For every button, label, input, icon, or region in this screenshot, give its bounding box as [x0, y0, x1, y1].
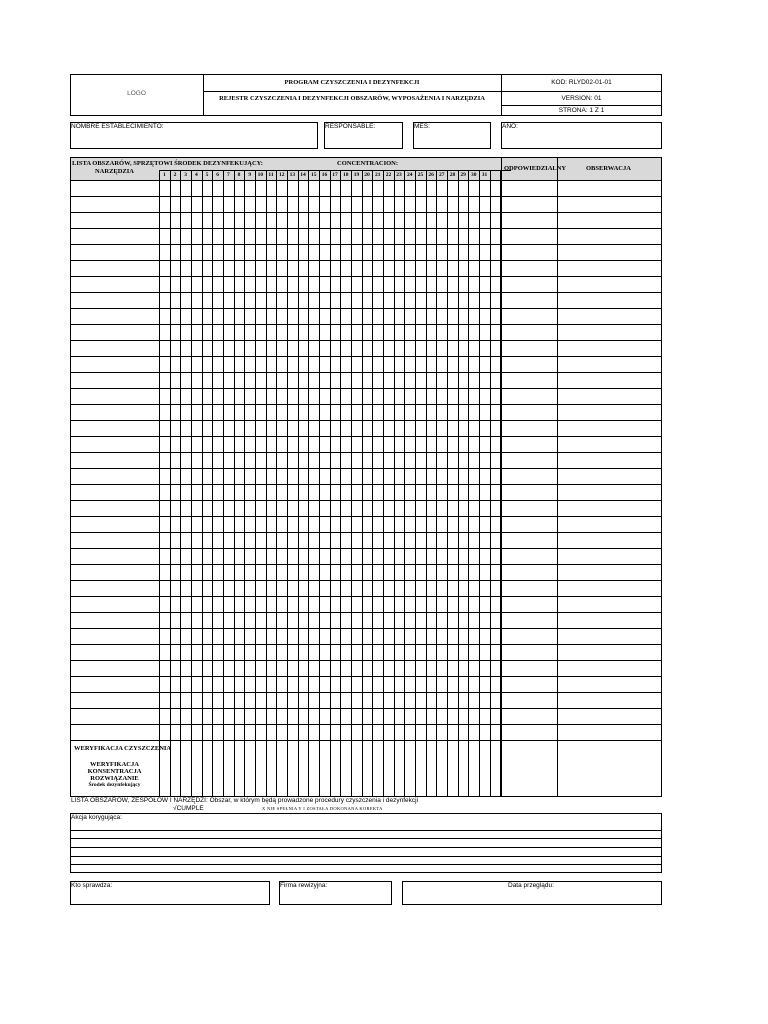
day-number: 23	[396, 172, 402, 178]
day-number: 22	[385, 172, 392, 178]
table-row-divider	[70, 340, 662, 341]
corrective-action-line	[70, 856, 662, 857]
day-number: 7	[226, 172, 230, 178]
table-row-divider	[70, 516, 662, 517]
table-row-divider	[70, 484, 662, 485]
day-number: 24	[406, 172, 413, 178]
day-number: 4	[194, 172, 198, 178]
verification-block	[70, 761, 159, 788]
year-label: AÑO:	[502, 123, 518, 130]
day-number: 12	[278, 172, 285, 178]
day-number: 16	[321, 172, 328, 178]
day-number: 5	[205, 172, 209, 178]
day-number: 29	[460, 172, 466, 178]
day-number: 15	[310, 172, 317, 178]
day-number: 25	[417, 172, 424, 178]
solution-title: ROZWIĄZANIE	[90, 775, 139, 783]
corrective-action-label: Akcja korygująca:	[71, 814, 122, 821]
document-version: VERSION: 01	[561, 95, 602, 102]
column-divider-observation	[557, 157, 558, 797]
table-row-divider	[70, 260, 662, 261]
corrective-action-line	[70, 847, 662, 848]
table-row-divider	[70, 420, 662, 421]
table-row-divider	[70, 468, 662, 469]
day-number: 10	[257, 172, 264, 178]
day-number: 26	[428, 172, 434, 178]
table-row-divider	[70, 500, 662, 501]
logo-placeholder: LOGO	[127, 90, 146, 97]
table-row-divider	[70, 356, 662, 357]
disinfectant-title: Środek dezynfekujący	[88, 782, 141, 789]
day-number: 6	[216, 172, 220, 178]
review-date-label: Data przeglądu:	[508, 882, 554, 889]
table-row-divider	[70, 740, 662, 741]
table-row-divider	[70, 676, 662, 677]
corrective-action-line	[70, 830, 662, 831]
table-row-divider	[70, 692, 662, 693]
table-row-divider	[70, 404, 662, 405]
establishment-label: NOMBRE ESTABLECIMIENTO:	[71, 123, 164, 130]
document-page: STRONA: 1 Z 1	[558, 107, 605, 114]
responsible-label: RESPONSABLE:	[325, 123, 376, 130]
day-number: 19	[353, 172, 360, 178]
table-row-divider	[70, 452, 662, 453]
day-number: 11	[268, 172, 274, 178]
table-row-divider	[70, 708, 662, 709]
signature-label: Firma rewizyjna:	[280, 882, 328, 889]
year-field[interactable]	[501, 122, 662, 149]
table-row-divider	[70, 308, 662, 309]
header-divider-right	[501, 105, 662, 106]
corrective-action-line	[70, 838, 662, 839]
table-row-divider	[70, 196, 662, 197]
day-number: 21	[374, 172, 381, 178]
day-number: 8	[237, 172, 241, 178]
table-row-divider	[70, 244, 662, 245]
table-row-divider	[70, 212, 662, 213]
verification-title: WERYFIKACJA	[90, 761, 139, 768]
table-row-divider	[70, 724, 662, 725]
observation-header: OBSERWACJA	[586, 165, 631, 172]
day-number: 9	[248, 172, 252, 178]
verification-label: WERYFIKACJA CZYSZCZENIA	[74, 745, 172, 752]
table-row-divider	[70, 436, 662, 437]
day-number: 3	[184, 172, 188, 178]
list-header-line2: NARZĘDZIA	[94, 168, 134, 175]
table-row-divider	[70, 596, 662, 597]
legend-correction: X NIE SPEŁNIA Y I ZOSTAŁA DOKONANA KOREKTA	[262, 806, 383, 811]
program-title: PROGRAM CZYSZCZENIA I DEZYNFEKCJI	[284, 79, 420, 86]
table-row-divider	[70, 276, 662, 277]
day-header-top	[159, 170, 511, 171]
day-number: 13	[289, 172, 296, 178]
table-row-divider	[70, 564, 662, 565]
checked-by-label: Kto sprawdza:	[71, 882, 113, 889]
table-header-bottom	[70, 180, 662, 181]
day-number: 31	[481, 172, 488, 178]
day-number: 27	[438, 172, 445, 178]
table-row-divider	[70, 228, 662, 229]
table-row-divider	[70, 580, 662, 581]
table-row-divider	[70, 292, 662, 293]
day-number: 17	[332, 172, 338, 178]
table-row-divider	[70, 324, 662, 325]
day-number: 20	[364, 172, 370, 178]
day-number: 1	[162, 172, 166, 178]
register-title: REJESTR CZYSZCZENIA I DEZYNFEKCJI OBSZARÓW, WYPOSAŻENIA I NARZĘDZIA	[219, 95, 485, 102]
responsible-header: ODPOWIEDZIALNY	[504, 165, 567, 172]
month-label: MES:	[414, 123, 430, 130]
table-row-divider	[70, 388, 662, 389]
table-row-divider	[70, 372, 662, 373]
legend-cumple: √CUMPLE	[173, 805, 204, 812]
footer-note: LISTA OBSZARÓW, ZESPOŁÓW I NARZĘDZI: Obszar, w którym będą prowadzone procedury czyszczenia i dezynfekcji	[71, 797, 419, 804]
day-number: 2	[173, 172, 177, 178]
concentration-header: CONCENTRACION:	[337, 160, 399, 167]
table-row-divider	[70, 548, 662, 549]
day-number: 18	[342, 172, 349, 178]
table-row-divider	[70, 532, 662, 533]
table-row-divider	[70, 628, 662, 629]
concentration-title: KONSENTRACJA	[87, 768, 142, 776]
document-code: KOD: RLYD02-01-01	[551, 79, 612, 86]
day-number: 30	[470, 172, 477, 178]
header-divider-mid	[203, 91, 662, 92]
table-row-divider	[70, 644, 662, 645]
day-number: 28	[449, 172, 456, 178]
list-header-line1: LISTA OBSZARÓW, SPRZĘTOWI ŚRODEK DEZYNFEKUJĄCY:	[72, 160, 263, 167]
corrective-action-line	[70, 864, 662, 865]
day-number: 14	[300, 172, 306, 178]
table-row-divider	[70, 660, 662, 661]
table-row-divider	[70, 612, 662, 613]
